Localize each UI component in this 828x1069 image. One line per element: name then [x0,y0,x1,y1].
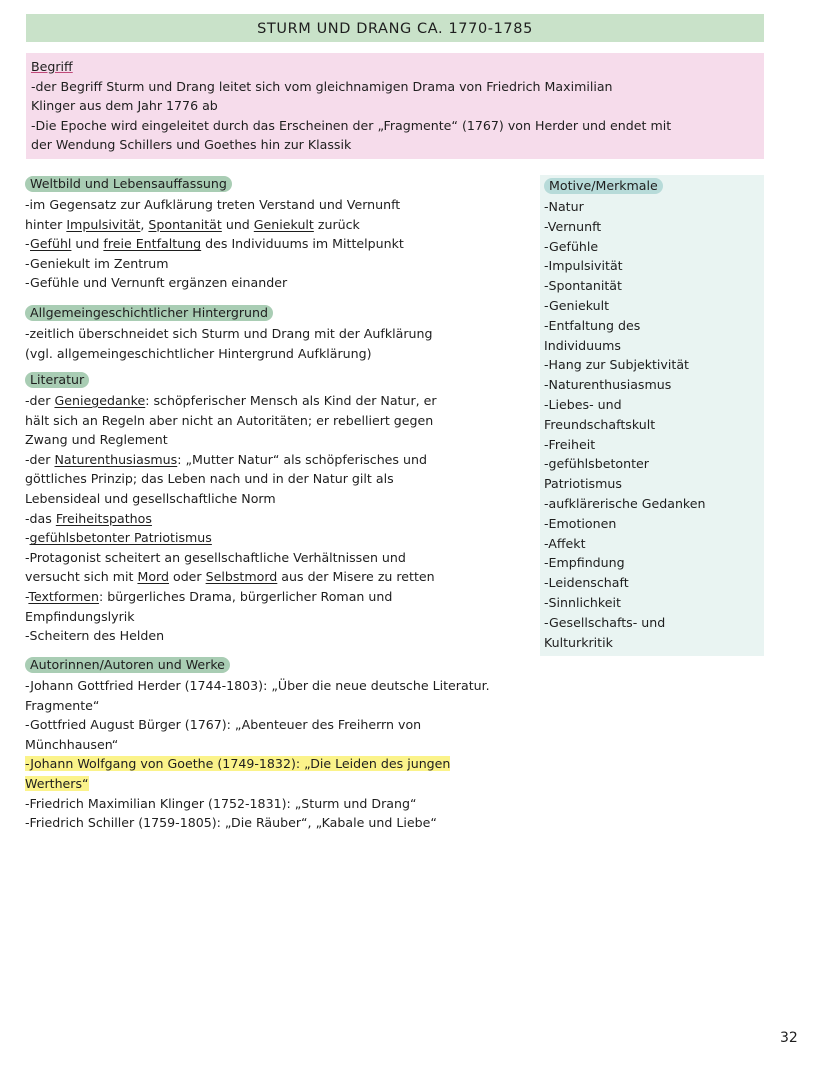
autoren-line-highlighted: -Johann Wolfgang von Goethe (1749-1832): „Die Leiden des jungen [25,756,451,772]
autoren-heading: Autorinnen/Autoren und Werke [25,657,230,673]
weltbild-section [25,176,535,293]
motive-item: Kulturkritik [544,634,613,650]
motive-item: -Gesellschafts- und [544,614,666,630]
motive-item: -Geniekult [544,297,610,313]
literatur-line: göttliches Prinzip; das Leben nach und in der Natur gilt als [25,471,394,487]
literatur-line: -der Geniegedanke: schöpferischer Mensch als Kind der Natur, er [25,393,437,408]
autoren-line-highlighted: Werthers“ [25,775,89,791]
begriff-box [26,53,764,159]
motive-item: -Gefühle [544,238,599,254]
hintergrund-line: -zeitlich überschneidet sich Sturm und Drang mit der Aufklärung [25,326,433,341]
motive-item: -Emotionen [544,515,617,531]
weltbild-line: -Gefühl und freie Entfaltung des Individuums im Mittelpunkt [25,236,404,252]
autoren-line: -Gottfried August Bürger (1767): „Abenteuer des Freiherrn von [25,717,422,733]
literatur-line: -der Naturenthusiasmus: „Mutter Natur“ als schöpferisches und [25,451,427,467]
literatur-line: -Textformen: bürgerliches Drama, bürgerlicher Roman und [25,588,393,604]
hintergrund-line: (vgl. allgemeingeschichtlicher Hintergrund Aufklärung) [25,345,372,361]
hintergrund-heading: Allgemeingeschichtlicher Hintergrund [25,305,273,321]
literatur-line: hält sich an Regeln aber nicht an Autoritäten; er rebelliert gegen [25,412,434,428]
motive-sidebar [540,175,764,656]
begriff-heading: Begriff [31,59,73,74]
literatur-line: -das Freiheitspathos [25,510,152,526]
hintergrund-section [25,305,535,363]
literatur-line: Zwang und Reglement [25,432,168,448]
motive-item: -Freiheit [544,436,596,452]
begriff-line: -Die Epoche wird eingeleitet durch das Erscheinen der „Fragmente“ (1767) von Herder und endet mit [31,117,672,133]
motive-item: -Impulsivität [544,258,623,274]
literatur-section [25,372,535,646]
motive-item: Patriotismus [544,476,622,492]
autoren-line: Münchhausen“ [25,736,119,752]
motive-item: -gefühlsbetonter [544,456,649,472]
literatur-line: -gefühlsbetonter Patriotismus [25,530,212,546]
motive-item: -Vernunft [544,218,602,234]
autoren-section [25,657,535,833]
literatur-line: Empfindungslyrik [25,608,135,624]
literatur-line: -Scheitern des Helden [25,628,165,644]
weltbild-line: -Gefühle und Vernunft ergänzen einander [25,275,288,291]
weltbild-line: -im Gegensatz zur Aufklärung treten Verstand und Vernunft [25,197,401,212]
motive-item: -Leidenschaft [544,575,629,591]
motive-item: -Spontanität [544,278,622,294]
motive-list [544,197,764,652]
motive-heading: Motive/Merkmale [544,178,663,194]
motive-item: -Liebes- und [544,396,622,412]
motive-item: -Naturenthusiasmus [544,377,672,393]
motive-item: -aufklärerische Gedanken [544,495,706,511]
motive-item: -Entfaltung des [544,317,641,333]
begriff-line: -der Begriff Sturm und Drang leitet sich vom gleichnamigen Drama von Friedrich Maximilian [31,78,613,94]
motive-item: -Empfindung [544,555,625,571]
page-title: STURM UND DRANG CA. 1770-1785 [26,14,764,42]
autoren-line: -Friedrich Maximilian Klinger (1752-1831): „Sturm und Drang“ [25,795,417,811]
begriff-line: der Wendung Schillers und Goethes hin zur Klassik [31,137,352,153]
literatur-line: Lebensideal und gesellschaftliche Norm [25,490,276,506]
begriff-line: Klinger aus dem Jahr 1776 ab [31,98,218,114]
motive-item: -Sinnlichkeit [544,594,621,610]
motive-item: -Hang zur Subjektivität [544,357,689,373]
literatur-line: -Protagonist scheitert an gesellschaftliche Verhältnissen und [25,549,406,565]
autoren-line: Fragmente“ [25,697,100,713]
weltbild-line: -Geniekult im Zentrum [25,255,169,271]
motive-item: -Natur [544,199,584,214]
motive-item: -Affekt [544,535,586,551]
autoren-line: -Friedrich Schiller (1759-1805): „Die Räuber“, „Kabale und Liebe“ [25,815,437,831]
motive-item: Individuums [544,337,621,353]
autoren-line: -Johann Gottfried Herder (1744-1803): „Über die neue deutsche Literatur. [25,678,490,693]
literatur-heading: Literatur [25,372,89,388]
weltbild-line: hinter Impulsivität, Spontanität und Geniekult zurück [25,216,360,232]
page-number: 32 [780,1030,798,1046]
motive-item: Freundschaftskult [544,416,656,432]
literatur-line: versucht sich mit Mord oder Selbstmord aus der Misere zu retten [25,569,435,585]
weltbild-heading: Weltbild und Lebensauffassung [25,176,232,192]
